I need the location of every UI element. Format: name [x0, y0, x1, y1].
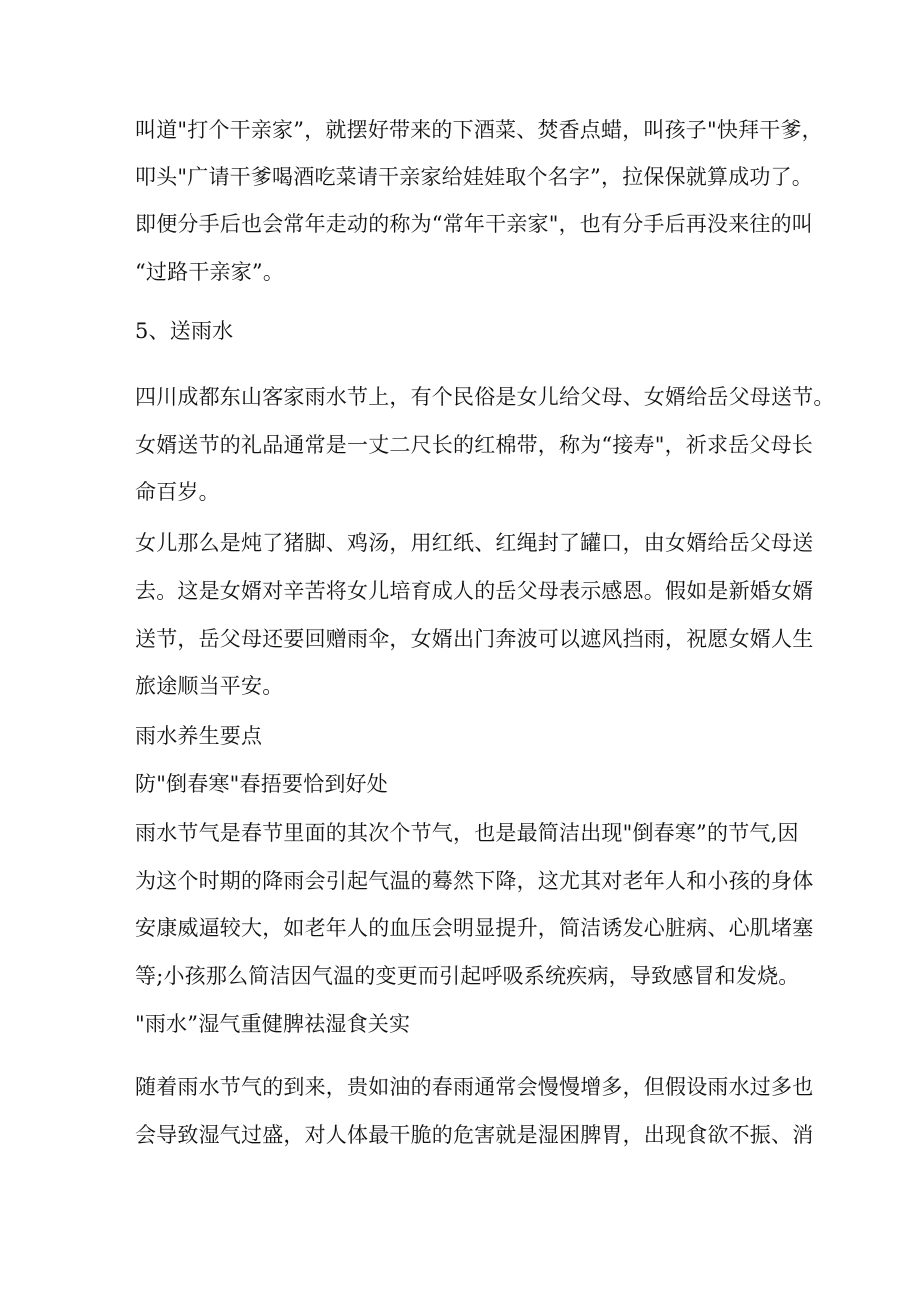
paragraph-line: 旅途顺当平安。 — [135, 674, 284, 698]
section-heading: 雨水养生要点 — [135, 724, 263, 748]
subsection-heading: 防"倒春寒"春捂要恰到好处 — [135, 772, 388, 796]
paragraph-line: 等;小孩那么简洁因气温的变更而引起呼吸系统疾病，导致感冒和发烧。 — [135, 964, 800, 988]
paragraph-line: “过路干亲家”。 — [135, 260, 285, 284]
paragraph-line: 四川成都东山客家雨水节上，有个民俗是女儿给父母、女婿给岳父母送节。 — [135, 385, 835, 409]
paragraph-line: 安康威逼较大，如老年人的血压会明显提升，简洁诱发心脏病、心肌堵塞 — [135, 916, 814, 940]
paragraph-line: 雨水节气是春节里面的其次个节气，也是最简洁出现"倒春寒”的节气,因 — [135, 821, 799, 845]
paragraph-line: 女婿送节的礼品通常是一丈二尺长的红棉带，称为“接寿"，祈求岳父母长 — [135, 433, 813, 457]
paragraph-line: 即便分手后也会常年走动的称为“常年干亲家"，也有分手后再没来往的叫 — [135, 212, 813, 236]
paragraph-line: 叫道"打个干亲家”，就摆好带来的下酒菜、焚香点蜡，叫孩子"快拜干爹， — [135, 118, 823, 142]
section-heading: 5、送雨水 — [135, 319, 234, 343]
paragraph-line: 叩头"广请干爹喝酒吃菜请干亲家给娃娃取个名字”，拉保保就算成功了。 — [135, 165, 813, 189]
paragraph-line: 随着雨水节气的到来，贵如油的春雨通常会慢慢增多，但假设雨水过多也 — [135, 1075, 814, 1099]
paragraph-line: 为这个时期的降雨会引起气温的蓦然下降，这尤其对老年人和小孩的身体 — [135, 869, 814, 893]
paragraph-line: 送节，岳父母还要回赠雨伞，女婿出门奔波可以遮风挡雨，祝愿女婿人生 — [135, 627, 814, 651]
subsection-heading: "雨水”湿气重健脾祛湿食关实 — [135, 1012, 411, 1036]
paragraph-line: 会导致湿气过盛，对人体最干脆的危害就是湿困脾胃，出现食欲不振、消 — [135, 1123, 814, 1147]
paragraph-line: 女儿那么是炖了猪脚、鸡汤，用红纸、红绳封了罐口，由女婿给岳父母送 — [135, 531, 814, 555]
paragraph-line: 去。这是女婿对辛苦将女儿培育成人的岳父母表示感恩。假如是新婚女婿 — [135, 579, 814, 603]
paragraph-line: 命百岁。 — [135, 480, 220, 504]
